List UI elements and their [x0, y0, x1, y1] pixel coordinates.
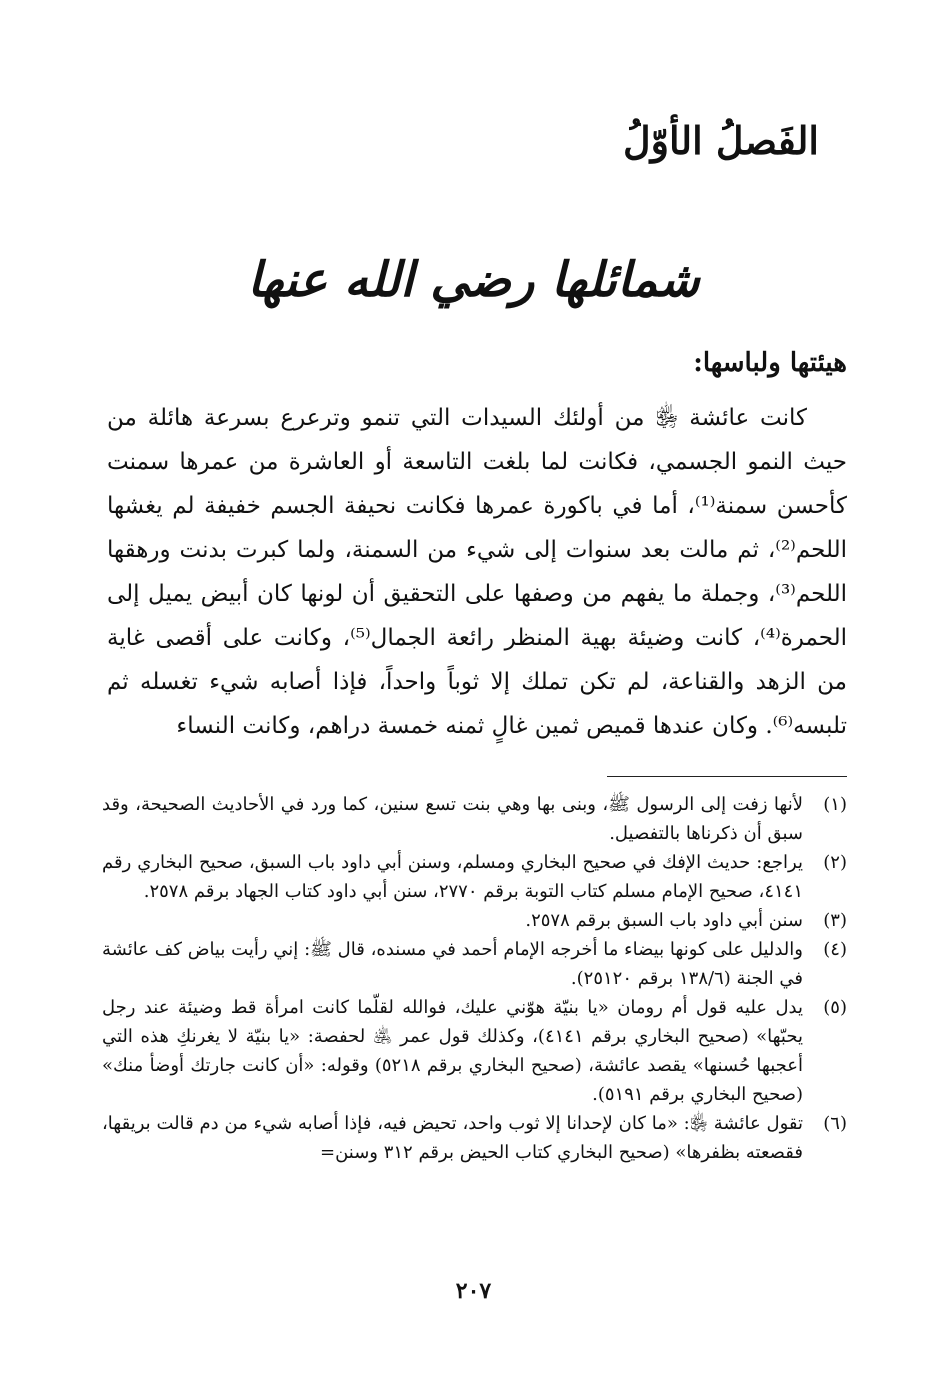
footnote-number: (٢): [823, 852, 847, 873]
footnote-text: تقول عائشة ﵂: «ما كان لإحدانا إلا ثوب واحد، تحيض فيه، فإذا أصابه شيء من دم قالت بريقها، فقصعته بظفرها» (صحيح البخاري كتاب الحيض برقم ٣١٢ وسنن=: [102, 1113, 803, 1163]
body-paragraph: كانت عائشة ﵂ من أولئك السيدات التي تنمو وترعرع بسرعة هائلة من حيث النمو الجسمي، فكانت لما بلغت التاسعة أو العاشرة من عمرها سمنت كأحسن سمنة⁽¹⁾، أما في باكورة عمرها فكانت نحيفة الجسم خفيفة لم يغشها اللحم⁽²⁾، ثم مالت بعد سنوات إلى شيء من السمنة، ولما كبرت بدنت ورهقها اللحم⁽³⁾، وجملة ما يفهم من وصفها على التحقيق أن لونها كان أبيض يميل إلى الحمرة⁽⁴⁾، كانت وضيئة بهية المنظر رائعة الجمال⁽⁵⁾، وكانت على أقصى غاية من الزهد والقناعة، لم تكن تملك إلا ثوباً واحداً، فإذا أصابه شيء تغسله ثم تلبسه⁽⁶⁾. وكان عندها قميص ثمين غالٍ ثمنه خمسة دراهم، وكانت النساء: [107, 405, 847, 739]
footnote: [102, 993, 847, 1109]
footnote: [102, 1109, 847, 1167]
footnote-text: يدل عليه قول أم رومان «يا بنيّة هوّني عليك، فوالله لقلّما كانت امرأة قط وضيئة عند رجل يحبّها» (صحيح البخاري برقم ٤١٤١)، وكذلك قول عمر ﵁ لحفصة: «يا بنيّة لا يغرنكِ هذه التي أعجبها حُسنها» يقصد عائشة، (صحيح البخاري برقم ٥٢١٨) وقوله: «أن كانت جارتك أوضأ منك» (صحيح البخاري برقم ٥١٩١).: [102, 997, 803, 1105]
section-heading: هيئتها ولباسها:: [693, 348, 847, 378]
footnotes: [102, 790, 847, 1167]
footnote-text: يراجع: حديث الإفك في صحيح البخاري ومسلم، وسنن أبي داود باب السبق، صحيح البخاري رقم ٤١٤١، صحيح الإمام مسلم كتاب التوبة برقم ٢٧٧٠، سنن أبي داود كتاب الجهاد برقم ٢٥٧٨.: [102, 852, 803, 902]
footnote: [102, 790, 847, 848]
footnote-text: لأنها زفت إلى الرسول ﷺ، وبنى بها وهي بنت تسع سنين، كما ورد في الأحاديث الصحيحة، وقد سبق أن ذكرناها بالتفصيل.: [102, 794, 803, 844]
footnote-number: (٣): [823, 910, 847, 931]
footnote: [102, 906, 847, 935]
footnote-text: والدليل على كونها بيضاء ما أخرجه الإمام أحمد في مسنده، قال ﷺ: إني رأيت بياض كف عائشة في الجنة (١٣٨/٦ برقم ٢٥١٢٠).: [102, 939, 803, 989]
body-text-block: [107, 396, 847, 748]
footnote-separator: [607, 776, 847, 777]
footnote-text: سنن أبي داود باب السبق برقم ٢٥٧٨.: [525, 910, 803, 931]
footnote: [102, 935, 847, 993]
footnote-number: (١): [823, 794, 847, 815]
chapter-title: شمائلها رضي الله عنها: [247, 252, 700, 308]
footnote: [102, 848, 847, 906]
footnote-number: (٤): [823, 939, 847, 960]
footnote-number: (٦): [823, 1113, 847, 1134]
page-number: ٢٠٧: [455, 1278, 492, 1304]
footnote-number: (٥): [823, 997, 847, 1018]
chapter-label: الفَصلُ الأوّلُ: [623, 118, 819, 163]
